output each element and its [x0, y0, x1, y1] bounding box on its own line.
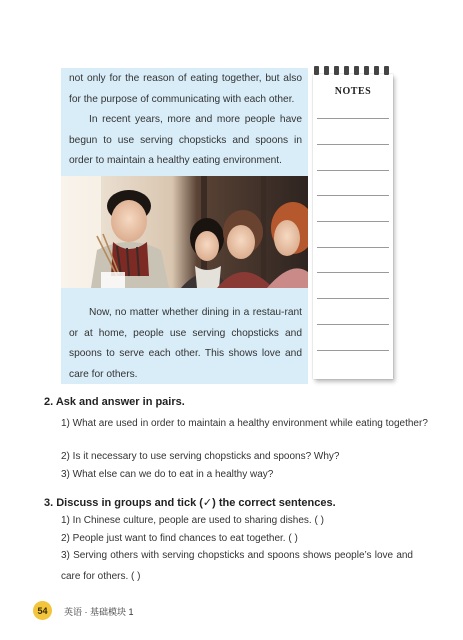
note-line	[317, 170, 389, 171]
reading-paragraph-2: In recent years, more and more people have begun to use serving chopsticks and spoons in order to maintain a healthy eating environment.	[69, 114, 302, 167]
note-line	[317, 144, 389, 145]
reading-paragraph-3: Now, no matter whether dining in a restau-rant or at home, people use serving chopsticks and spoons to serve each other. This shows love and care for others.	[69, 307, 302, 380]
dining-photo	[61, 176, 308, 288]
task-2-question-1	[61, 415, 430, 433]
note-line	[317, 272, 389, 273]
notes-title: NOTES	[334, 86, 372, 97]
note-line	[317, 195, 389, 196]
task-2-question-3: 3) What else can we do to eat in a healthy way?	[61, 469, 274, 480]
note-line	[317, 118, 389, 119]
book-title: 英语 · 基础模块 1	[64, 607, 134, 617]
note-line	[317, 324, 389, 325]
reading-passage-box	[61, 68, 308, 384]
reading-paragraph-1: not only for the reason of eating together, but also for the purpose of communicating with each other.	[69, 73, 302, 105]
task-3-sentence-2[interactable]: 2) People just want to find chances to eat together. ( )	[61, 533, 298, 544]
task-2-section	[44, 396, 428, 486]
notes-pad[interactable]	[313, 74, 393, 379]
note-line	[317, 247, 389, 248]
task-2-question-1-text: 1) What are used in order to maintain a healthy environment while eating together?	[61, 418, 428, 429]
task-2-heading: 2. Ask and answer in pairs.	[44, 396, 185, 408]
task-3-sentence-3[interactable]: 3) Serving others with serving chopsticks and spoons shows people’s love and care for others. ( )	[61, 550, 413, 582]
task-3-section	[44, 496, 424, 596]
task-3-sentence-1[interactable]: 1) In Chinese culture, people are used to sharing dishes. ( )	[61, 515, 324, 526]
task-3-heading: 3. Discuss in groups and tick (✓) the correct sentences.	[44, 497, 336, 509]
note-line	[317, 298, 389, 299]
note-line	[317, 350, 389, 351]
note-line	[317, 221, 389, 222]
task-2-question-2: 2) Is it necessary to use serving chopsticks and spoons? Why?	[61, 451, 340, 462]
page-number-badge: 54	[33, 601, 52, 620]
spiral-binding-icon	[313, 63, 395, 77]
